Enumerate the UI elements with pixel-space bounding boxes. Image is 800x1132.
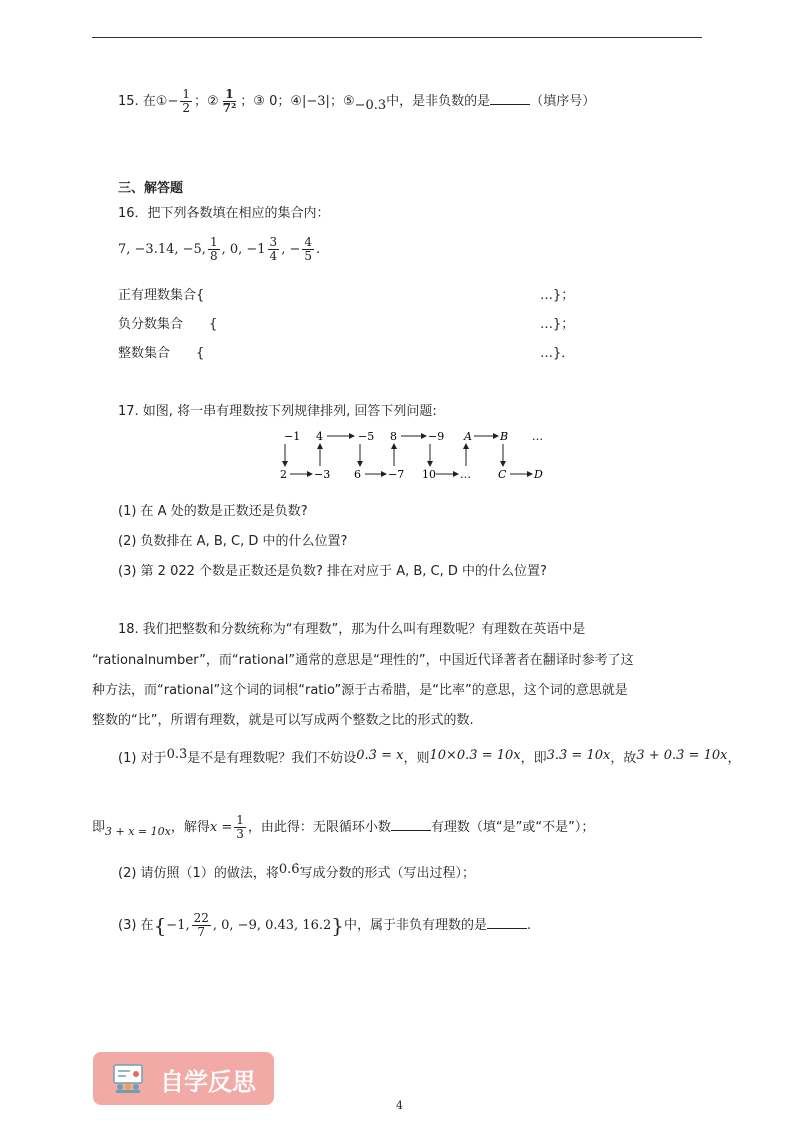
seq-bottom-ellipsis: … — [460, 468, 471, 481]
set-end-positive-rational: …}； — [540, 288, 575, 303]
q18-p3-frac-num: 22 — [193, 911, 209, 925]
q16-numbers-d: . — [316, 242, 321, 257]
seq-top-2: 4 — [316, 430, 323, 443]
q15-sep1: ；② — [194, 94, 219, 109]
q15-prefix: 15. 在① — [118, 94, 168, 109]
q16-f3-num: 4 — [304, 235, 312, 249]
q18-p1-decimal: 0.3̇ — [166, 747, 188, 762]
q18-p3-frac-den: 7 — [197, 925, 206, 939]
seq-top-ellipsis: … — [532, 430, 543, 443]
seq-bottom-3: 6 — [354, 468, 361, 481]
q16-numbers-a: 7, −3.14, −5, — [118, 242, 206, 257]
q18-p1-d: ，即 — [520, 751, 547, 766]
q18-p3-set-b: , 0, −9, 0.4̇3̇, 16.2 — [212, 918, 332, 933]
q18-p3-b: 中，属于非负有理数的是 — [344, 918, 488, 933]
q18-p3-fraction — [192, 912, 211, 939]
q15-abs-value: |−3| — [302, 94, 330, 109]
q18-part-1 — [118, 747, 741, 767]
sequence-diagram — [270, 426, 560, 484]
seq-top-4: 8 — [390, 430, 397, 443]
q16-fraction-3 — [302, 236, 314, 263]
seq-top-3: −5 — [358, 430, 375, 443]
q16-f2-num: 3 — [269, 235, 278, 249]
set-label-positive-rational: 正有理数集合{ — [118, 288, 205, 303]
q18-p3-set-a: −1, — [166, 918, 190, 933]
q16-fraction-2 — [268, 236, 280, 263]
q18-p2-decimal: 0.6̇ — [278, 862, 300, 877]
q18-p1-b: 是不是有理数呢？我们不妨设 — [187, 751, 357, 766]
q16-fraction-1 — [208, 236, 220, 263]
q18-p1-i: ，由此得：无限循环小数 — [247, 820, 391, 835]
set-end-negative-fraction: …}； — [540, 317, 575, 332]
q18-p1-a: (1) 对于 — [118, 751, 167, 766]
q18-p1-e: ，故 — [610, 751, 637, 766]
q18-line-3: 种方法，而“rational”这个词的词根“ratio”源于古希腊，是“比率”的意思，这个词的意思就是 — [92, 683, 628, 698]
seq-top-1: −1 — [284, 430, 301, 443]
q15-sep3: ；⑤ — [329, 94, 355, 109]
q16-stem: 16．把下列各数填在相应的集合内： — [118, 206, 330, 221]
q15-fraction-2 — [221, 88, 239, 115]
q18-p2-a: (2) 请仿照（1）的做法，将 — [118, 866, 279, 881]
reflection-title: 自学反思 — [160, 1068, 256, 1096]
q18-p3-c: . — [527, 918, 532, 933]
q18-p1-g: 即 — [92, 820, 106, 835]
q18-p1-eq5: 3 + x = 10x — [105, 825, 171, 838]
q18-p3-a: (3) 在 — [118, 918, 154, 933]
q18-p1-answer-blank[interactable] — [391, 818, 431, 831]
teacher-board-icon — [112, 1062, 144, 1094]
q18-line-2: “rationalnumber”，而“rational”通常的意思是“理性的”，中国近代译著者在翻译时参考了这 — [92, 653, 634, 668]
q15-suffix: 中，是非负数的是 — [386, 94, 491, 109]
q16-f2-den: 4 — [269, 249, 278, 263]
q18-p1-fraction — [234, 814, 246, 841]
q18-line-4: 整数的“比”，所谓有理数，就是可以写成两个整数之比的形式的数. — [92, 713, 474, 728]
q15-frac1-num: 1 — [182, 87, 191, 101]
q18-line-1: 18. 我们把整数和分数统称为“有理数”，那为什么叫有理数呢？有理数在英语中是 — [118, 622, 586, 637]
q18-part-3 — [118, 912, 531, 939]
q15-frac2-den: 7² — [222, 101, 237, 115]
q18-p1-x: x = — [209, 820, 233, 835]
seq-bottom-D: D — [534, 468, 543, 481]
q15-answer-blank[interactable] — [490, 92, 530, 105]
page-number: 4 — [396, 1099, 403, 1112]
seq-top-A: A — [464, 430, 472, 443]
q18-p1-eq3: 3.3̇ = 10x — [546, 748, 611, 763]
q16-f1-den: 8 — [209, 249, 218, 263]
q18-p1-eq2: 10×0.3̇ = 10x — [429, 748, 521, 763]
set-label-negative-fraction: 负分数集合 { — [118, 317, 218, 332]
q18-p1-f: ， — [727, 751, 741, 766]
q18-p1-frac-num: 1 — [236, 813, 244, 827]
q16-f3-den: 5 — [304, 249, 312, 263]
seq-top-5: −9 — [428, 430, 445, 443]
q18-p1-eq4: 3 + 0.3̇ = 10x — [636, 748, 728, 763]
q18-p1-c: ，则 — [403, 751, 430, 766]
q16-f1-num: 1 — [209, 235, 218, 249]
seq-bottom-2: −3 — [314, 468, 331, 481]
seq-bottom-4: −7 — [388, 468, 405, 481]
set-label-integer: 整数集合 { — [118, 346, 205, 361]
q15-sep2: ；③ 0；④ — [240, 94, 302, 109]
q18-p3-right-brace: } — [331, 913, 344, 938]
seq-bottom-C: C — [498, 468, 507, 481]
q15-frac2-num: 1 — [225, 87, 234, 101]
q18-p1-h: ，解得 — [170, 820, 210, 835]
q15-sign: − — [167, 94, 179, 109]
set-end-integer: …}． — [540, 346, 575, 361]
seq-bottom-1: 2 — [280, 468, 287, 481]
q16-numbers-b: , 0, −1 — [221, 242, 266, 257]
q15-fraction-1 — [180, 88, 192, 115]
question-15 — [118, 88, 595, 115]
q18-p1-frac-den: 3 — [236, 827, 244, 841]
q18-part-1-continued — [92, 814, 594, 841]
q15-frac1-den: 2 — [182, 101, 191, 115]
q17-part-3: (3) 第 2 022 个数是正数还是负数? 排在对应于 A, B, C, D 中的什么位置? — [118, 564, 547, 579]
q17-stem: 17. 如图, 将一串有理数按下列规律排列, 回答下列问题: — [118, 404, 437, 419]
q16-number-list — [118, 236, 320, 263]
q15-tail: （填序号） — [530, 94, 596, 109]
seq-top-B: B — [500, 430, 509, 443]
q18-p2-b: 写成分数的形式（写出过程）； — [299, 866, 476, 881]
section-title: 三、解答题 — [118, 181, 184, 196]
q16-numbers-c: , − — [281, 242, 301, 257]
q18-p3-left-brace: { — [153, 913, 167, 938]
q18-p1-j: 有理数（填“是”或“不是”）； — [430, 820, 595, 835]
q18-part-2 — [118, 862, 476, 882]
q17-part-1: (1) 在 A 处的数是正数还是负数? — [118, 504, 308, 519]
q15-value-5: −0.3 — [354, 98, 387, 113]
q18-p1-eq1: 0.3̇ = x — [356, 748, 404, 763]
seq-bottom-5: 10 — [422, 468, 436, 481]
header-rule — [92, 37, 702, 38]
q18-p3-answer-blank[interactable] — [487, 916, 527, 929]
q17-part-2: (2) 负数排在 A, B, C, D 中的什么位置? — [118, 534, 348, 549]
